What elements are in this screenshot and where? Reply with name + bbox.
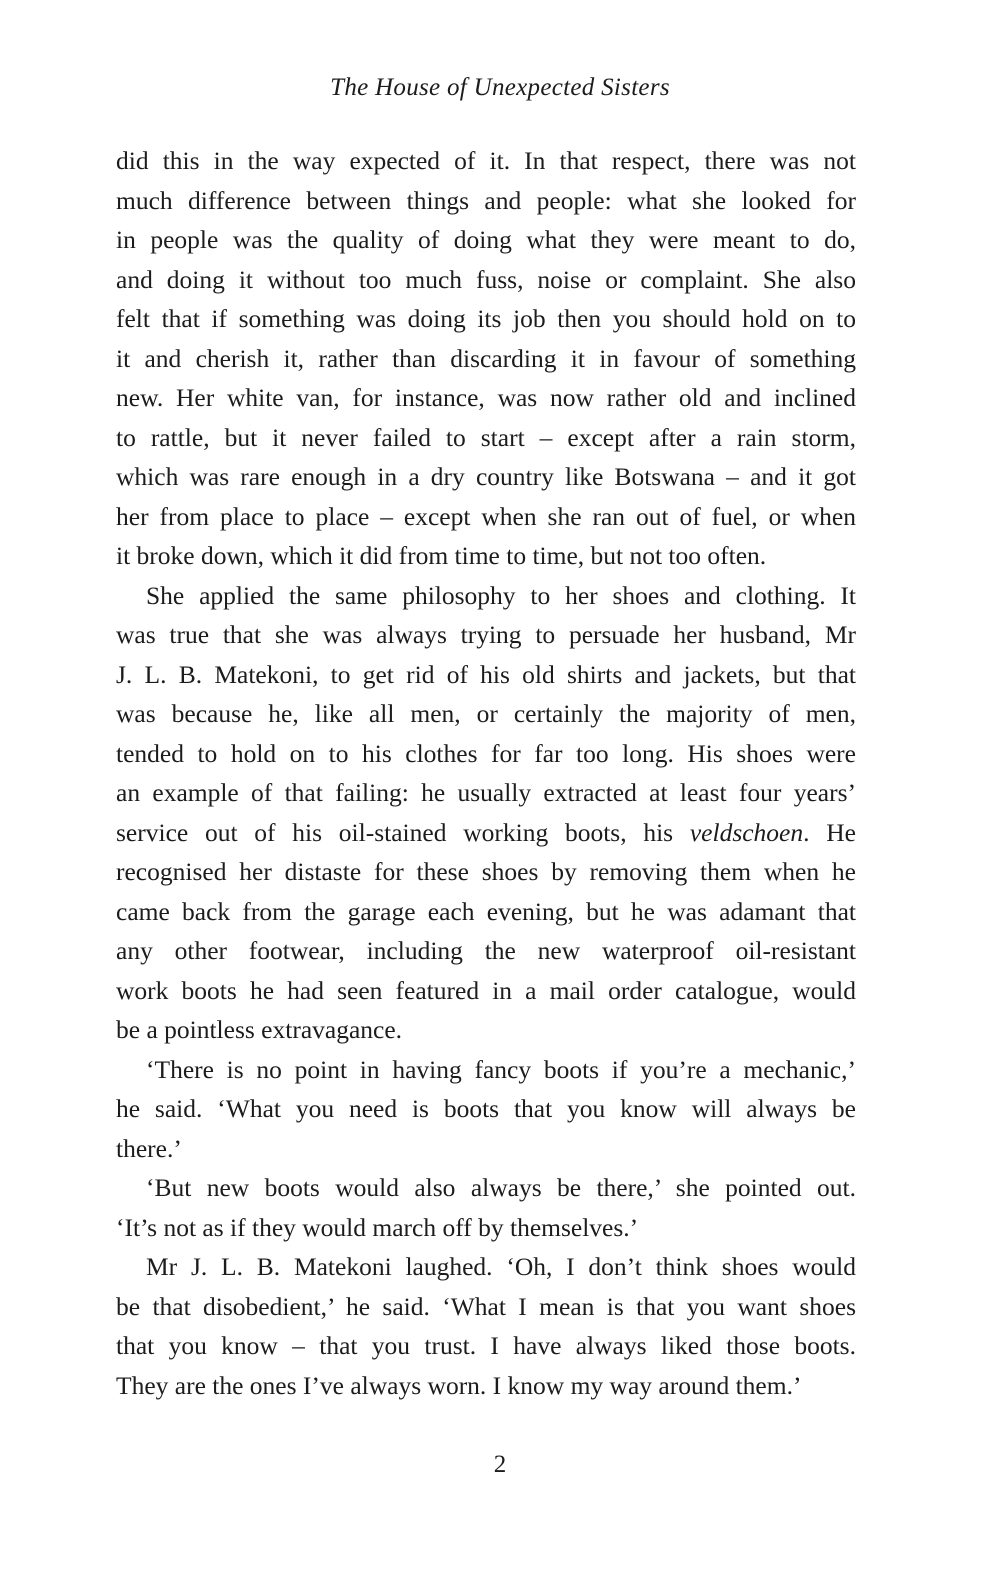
text-line: J. L. B. Matekoni, to get rid of his old shirts and jackets, but that	[116, 659, 856, 689]
text-line: was true that she was always trying to persuade her husband, Mr	[116, 620, 856, 649]
text-line: be a pointless extravagance.	[116, 1015, 403, 1044]
text-line: that you know – that you trust. I have always liked those boots.	[116, 1331, 856, 1360]
text-line: any other footwear, including the new waterproof oil-resistant	[116, 936, 856, 965]
text-line: to rattle, but it never failed to start – except after a rain storm,	[116, 422, 856, 452]
text-line: ‘But new boots would also always be there,’ she pointed out.	[146, 1173, 856, 1202]
text-line: Mr J. L. B. Matekoni laughed. ‘Oh, I don’t think shoes would	[146, 1252, 856, 1281]
running-head: The House of Unexpected Sisters	[330, 74, 670, 101]
page-number: 2	[493, 1451, 507, 1478]
text-line: it broke down, which it did from time to time, but not too often.	[116, 541, 767, 570]
text-line: be that disobedient,’ he said. ‘What I mean is that you want shoes	[116, 1291, 856, 1321]
text-line: felt that if something was doing its job then you should hold on to	[116, 304, 856, 333]
text-line: ‘It’s not as if they would march off by themselves.’	[116, 1212, 639, 1242]
text-line: tended to hold on to his clothes for far too long. His shoes were	[116, 738, 856, 768]
text-line: did this in the way expected of it. In that respect, there was not	[116, 146, 856, 175]
text-line: he said. ‘What you need is boots that you know will always be	[116, 1094, 856, 1123]
paragraph	[116, 576, 856, 1050]
paragraph	[116, 1247, 856, 1405]
text-line: They are the ones I’ve always worn. I know my way around them.’	[116, 1370, 802, 1400]
text-line: in people was the quality of doing what they were meant to do,	[116, 225, 856, 254]
text-segment: service out of his oil-stained working boots, his	[116, 817, 690, 847]
text-line: much difference between things and people: what she looked for	[116, 185, 856, 215]
text-line: and doing it without too much fuss, noise or complaint. She also	[116, 264, 856, 294]
body-text	[116, 141, 856, 1405]
text-line: which was rare enough in a dry country like Botswana – and it got	[116, 462, 856, 491]
paragraph	[116, 1050, 856, 1169]
text-line: new. Her white van, for instance, was now rather old and inclined	[116, 383, 856, 412]
text-line: recognised her distaste for these shoes by removing them when he	[116, 857, 856, 886]
text-line: came back from the garage each evening, but he was adamant that	[116, 896, 856, 926]
text-line: She applied the same philosophy to her shoes and clothing. It	[146, 580, 856, 610]
paragraph	[116, 1168, 856, 1247]
text-line: her from place to place – except when she ran out of fuel, or when	[116, 501, 856, 531]
text-line: an example of that failing: he usually extracted at least four years’	[116, 778, 856, 807]
text-segment: . He	[803, 817, 856, 847]
text-line: work boots he had seen featured in a mail order catalogue, would	[116, 975, 856, 1005]
text-line: ‘There is no point in having fancy boots if you’re a mechanic,’	[146, 1054, 856, 1084]
italic-word: veldschoen	[689, 817, 804, 847]
text-line: there.’	[116, 1133, 182, 1163]
text-line: it and cherish it, rather than discarding it in favour of something	[116, 343, 856, 373]
paragraph	[116, 141, 856, 576]
text-line: was because he, like all men, or certainly the majority of men,	[116, 699, 856, 728]
text-line-with-italic	[116, 813, 856, 853]
